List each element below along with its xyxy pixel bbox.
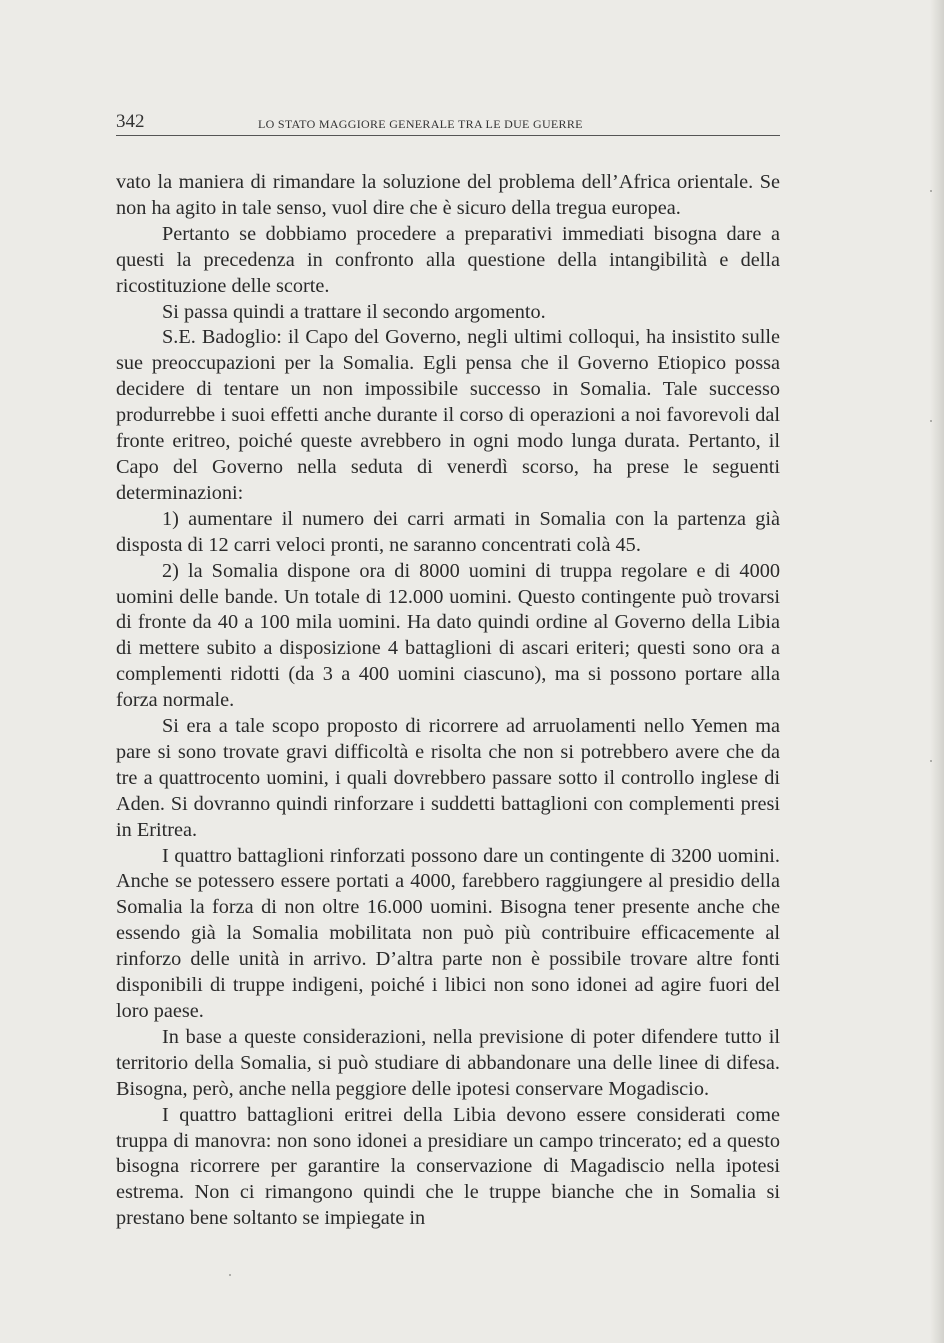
paper-speck [229,1274,231,1276]
paragraph: 1) aumentare il numero dei carri armati in Somalia con la partenza già disposta di 12 carri veloci pronti, ne saranno concentrati colà 45. [116,507,780,556]
paragraph: Pertanto se dobbiamo procedere a preparativi immediati bisogna dare a questi la precedenza in confronto alla questione della intangibilità e della ricostituzione delle scorte. [116,222,780,297]
paragraph: Si passa quindi a trattare il secondo argomento. [162,300,546,323]
paper-speck [930,760,932,762]
page-edge-shadow [930,0,944,1343]
body-text [116,170,780,1232]
paragraph: I quattro battaglioni rinforzati possono dare un contingente di 3200 uomini. Anche se potessero essere portati a 4000, farebbero raggiungere al presidio della Somalia la forza di non oltre 16.000 uomini. Bisogna tener presente anche che essendo già la Somalia mobilitata non può più contribuire efficacemente al rinforzo delle unità in arrivo. D’altra parte non è possibile trovare altre fonti disponibili di truppe indigeni, poiché i libici non sono idonei ad agire fuori del loro paese. [116,844,780,1022]
paragraph: vato la maniera di rimandare la soluzione del problema dell’Africa orientale. Se non ha agito in tale senso, vuol dire che è sicuro della tregua europea. [116,171,780,219]
running-head: LO STATO MAGGIORE GENERALE TRA LE DUE GUERRE [258,117,583,131]
paragraph: In base a queste considerazioni, nella previsione di poter difendere tutto il territorio della Somalia, si può studiare di abbandonare una delle linee di difesa. Bisogna, però, anche nella peggiore delle ipotesi conservare Mogadiscio. [116,1025,780,1100]
page-number: 342 [116,111,145,132]
paper-speck [930,190,932,192]
paragraph: Si era a tale scopo proposto di ricorrere ad arruolamenti nello Yemen ma pare si sono trovate gravi difficoltà e risolta che non si potrebbero avere che da tre a quattrocento uomini, i quali dovrebbero passare sotto il controllo inglese di Aden. Si dovranno quindi rinforzare i suddetti battaglioni con complementi presi in Eritrea. [116,715,780,841]
paragraph: 2) la Somalia dispone ora di 8000 uomini di truppa regolare e di 4000 uomini delle bande. Un totale di 12.000 uomini. Questo contingente può trovarsi di fronte da 40 a 100 mila uomini. Ha dato quindi ordine al Governo della Libia di mettere subito a disposizione 4 battaglioni di ascari eriteri; questi sono ora a complementi ridotti (da 3 a 400 uomini ciascuno), ma si possono portare alla forza normale. [116,559,780,712]
paper-speck [930,420,932,422]
paragraph: I quattro battaglioni eritrei della Libia devono essere considerati come truppa di manovra: non sono idonei a presidiare un campo trincerato; ed a questo bisogna ricorrere per garantire la conservazione di Magadiscio nella ipotesi estrema. Non ci rimangono quindi che le truppe bianche che in Somalia si prestano bene soltanto se impiegate in [116,1103,780,1230]
page-header [116,111,780,136]
paragraph: S.E. Badoglio: il Capo del Governo, negli ultimi colloqui, ha insistito sulle sue preoccupazioni per la Somalia. Egli pensa che il Governo Etiopico possa decidere di tentare un non impossibile successo in Somalia. Tale successo produrrebbe i suoi effetti anche durante il corso di operazioni a noi favorevoli dal fronte eritreo, poiché queste avrebbero in ogni modo lunga durata. Pertanto, il Capo del Governo nella seduta di venerdì scorso, ha prese le seguenti determinazioni: [116,326,780,504]
